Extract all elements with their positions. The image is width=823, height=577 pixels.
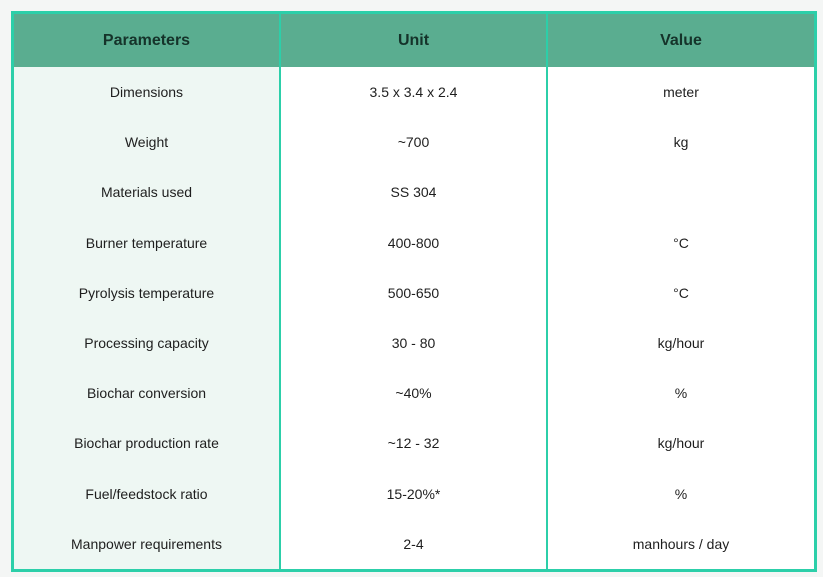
unit-cell: 500-650 [280, 268, 547, 318]
parameter-cell: Pyrolysis temperature [14, 268, 280, 318]
parameters-table-frame [11, 11, 817, 572]
table-row [14, 67, 814, 117]
parameter-cell: Weight [14, 117, 280, 167]
value-cell: manhours / day [547, 519, 814, 569]
value-cell: kg/hour [547, 418, 814, 468]
unit-cell: ~40% [280, 368, 547, 418]
table-row [14, 218, 814, 268]
value-cell: °C [547, 268, 814, 318]
parameter-cell: Biochar production rate [14, 418, 280, 468]
unit-cell: 3.5 x 3.4 x 2.4 [280, 67, 547, 117]
unit-cell: 30 - 80 [280, 318, 547, 368]
table-row [14, 368, 814, 418]
table-row [14, 519, 814, 569]
table-row [14, 268, 814, 318]
unit-cell: 15-20%* [280, 469, 547, 519]
table-header-row [14, 14, 814, 67]
value-cell: kg/hour [547, 318, 814, 368]
column-header-value: Value [547, 14, 814, 67]
parameter-cell: Burner temperature [14, 218, 280, 268]
table-row [14, 167, 814, 217]
table-row [14, 318, 814, 368]
value-cell [547, 167, 814, 217]
unit-cell: ~12 - 32 [280, 418, 547, 468]
parameter-cell: Biochar conversion [14, 368, 280, 418]
table-row [14, 469, 814, 519]
parameter-cell: Materials used [14, 167, 280, 217]
value-cell: % [547, 469, 814, 519]
value-cell: kg [547, 117, 814, 167]
table-row [14, 117, 814, 167]
unit-cell: SS 304 [280, 167, 547, 217]
value-cell: % [547, 368, 814, 418]
parameter-cell: Processing capacity [14, 318, 280, 368]
parameter-cell: Fuel/feedstock ratio [14, 469, 280, 519]
column-header-parameters: Parameters [14, 14, 280, 67]
unit-cell: 2-4 [280, 519, 547, 569]
column-header-unit: Unit [280, 14, 547, 67]
unit-cell: ~700 [280, 117, 547, 167]
value-cell: meter [547, 67, 814, 117]
parameter-cell: Manpower requirements [14, 519, 280, 569]
unit-cell: 400-800 [280, 218, 547, 268]
table-row [14, 418, 814, 468]
parameters-table [14, 14, 814, 569]
parameter-cell: Dimensions [14, 67, 280, 117]
value-cell: °C [547, 218, 814, 268]
